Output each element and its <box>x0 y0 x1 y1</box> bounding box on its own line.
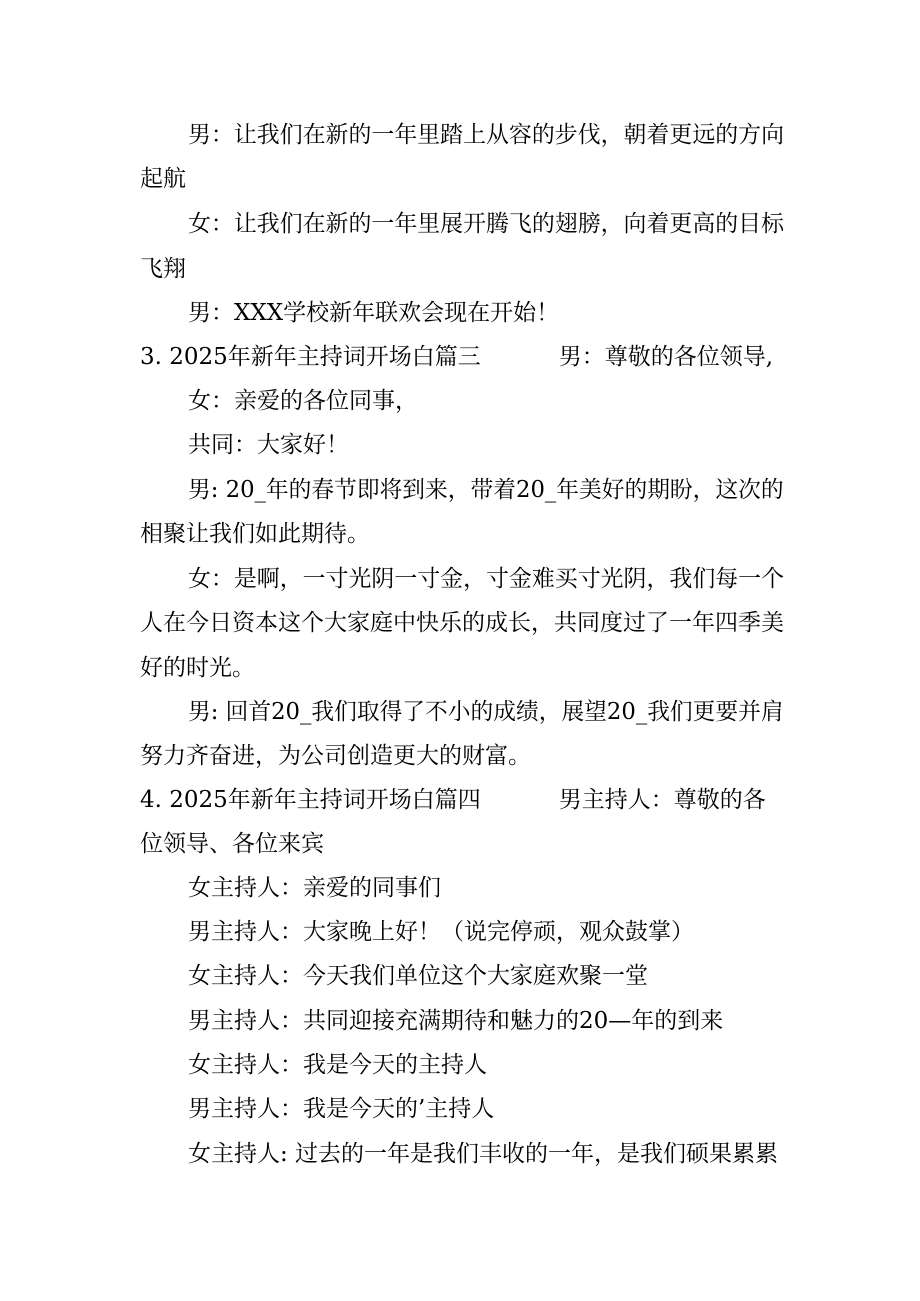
section-heading-row <box>140 342 773 372</box>
paragraph-line: 男主持人：我是今天的’主持人 <box>188 1096 495 1122</box>
paragraph-line: 女主持人: 过去的一年是我们丰收的一年，是我们硕果累累 <box>188 1141 779 1167</box>
paragraph-line: 女主持人：亲爱的同事们 <box>188 875 441 901</box>
paragraph-line: 努力齐奋进，为公司创造更大的财富。 <box>140 743 531 769</box>
paragraph-line: 位领导、各位来宾 <box>140 831 324 857</box>
paragraph-line: 好的时光。 <box>140 655 255 681</box>
paragraph-line: 男主持人：尊敬的各 <box>558 787 766 813</box>
paragraph-line: 相聚让我们如此期待。 <box>140 521 370 547</box>
paragraph-line: 起航 <box>140 166 186 192</box>
paragraph-line: 人在今日资本这个大家庭中快乐的成长，共同度过了一年四季美 <box>140 610 784 636</box>
section-heading: 3. 2025年新年主持词开场白篇三 <box>140 344 481 370</box>
paragraph-line: 男主持人：共同迎接充满期待和魅力的20—年的到来 <box>188 1008 724 1034</box>
section-heading: 4. 2025年新年主持词开场白篇四 <box>140 787 481 813</box>
paragraph-line: 女主持人：我是今天的主持人 <box>188 1052 487 1078</box>
paragraph-line: 女主持人：今天我们单位这个大家庭欢聚一堂 <box>188 963 648 989</box>
paragraph-line: 女：是啊，一寸光阴一寸金，寸金难买寸光阴，我们每一个 <box>188 566 785 592</box>
paragraph-line: 男：尊敬的各位领导, <box>558 344 774 370</box>
paragraph-line: 男主持人：大家晚上好！（说完停顽，观众鼓掌） <box>188 919 694 945</box>
paragraph-line: 女：亲爱的各位同事， <box>188 388 418 414</box>
paragraph-line: 男: 20_年的春节即将到来，带着20_年美好的期盼，这次的 <box>188 477 784 503</box>
paragraph-line: 男：XXX学校新年联欢会现在开始！ <box>188 300 560 326</box>
paragraph-line: 飞翔 <box>140 256 186 282</box>
section-heading-row <box>140 785 766 815</box>
paragraph-line: 共同：大家好！ <box>188 432 349 458</box>
paragraph-line: 男: 回首20_我们取得了不小的成绩，展望20_我们更要并肩 <box>188 699 784 725</box>
paragraph-line: 男：让我们在新的一年里踏上从容的步伐，朝着更远的方向 <box>188 122 785 148</box>
paragraph-line: 女：让我们在新的一年里展开腾飞的翅膀，向着更高的目标 <box>188 211 785 237</box>
